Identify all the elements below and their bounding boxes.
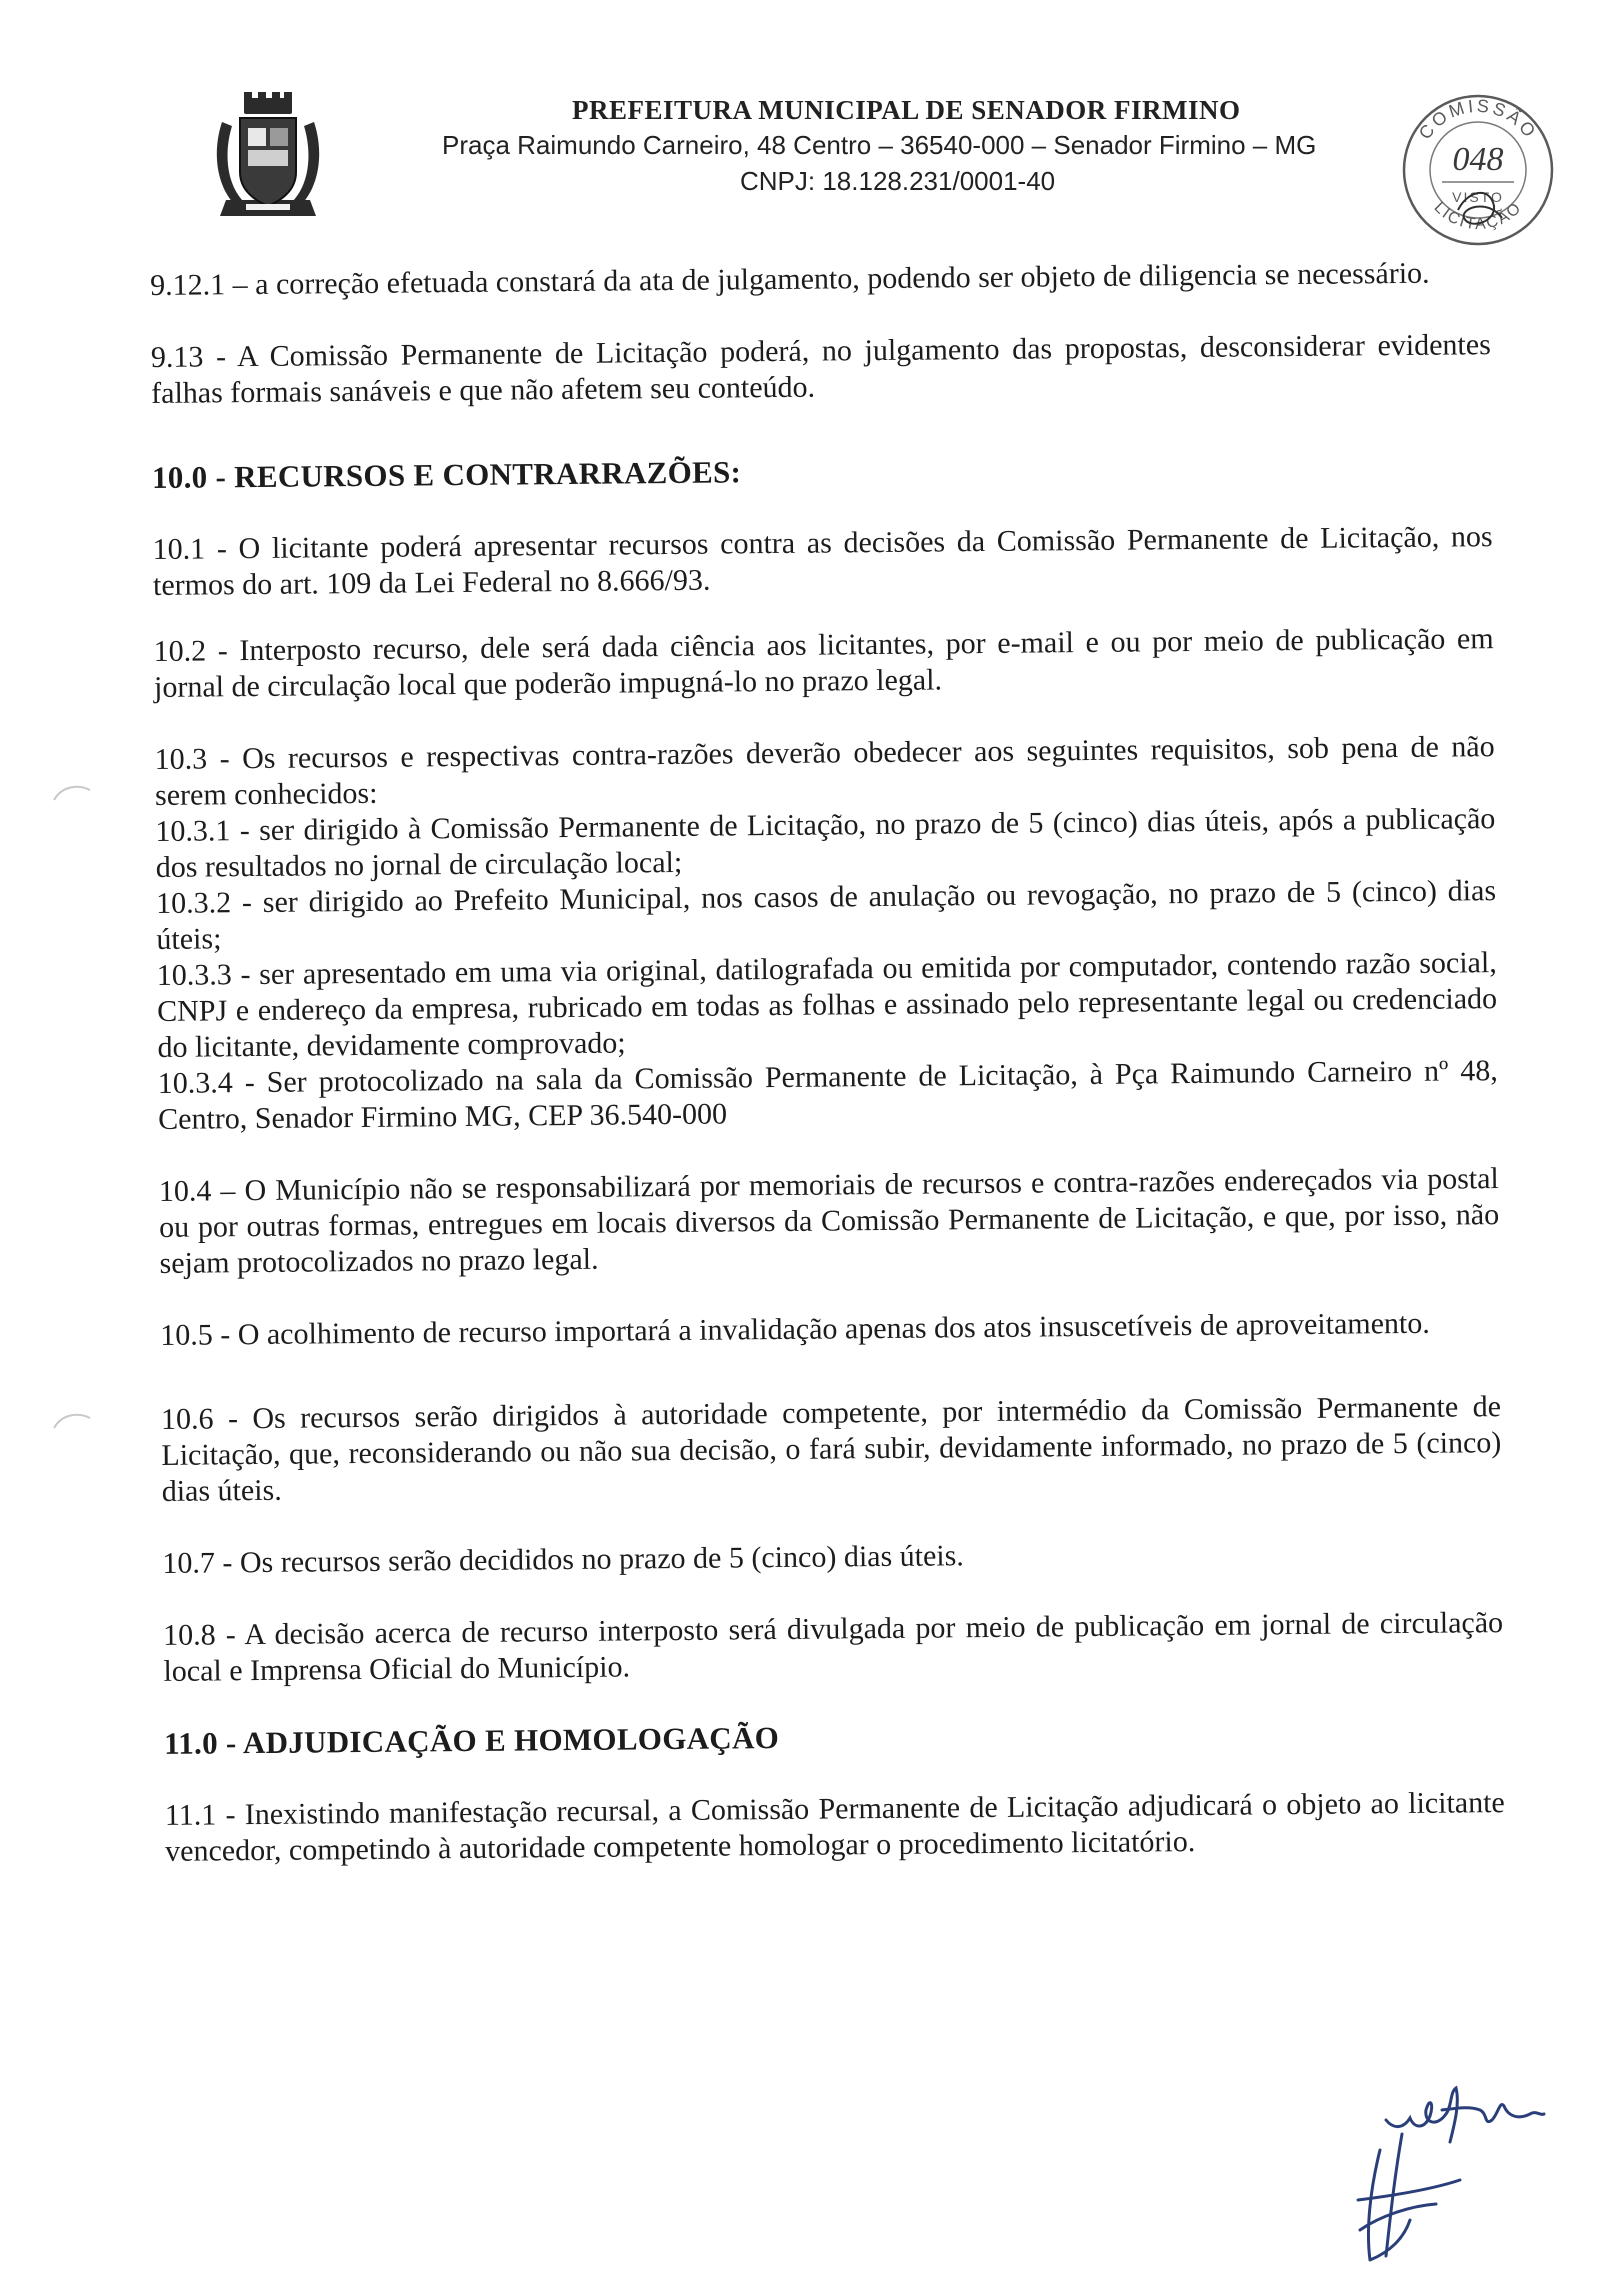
header-address: Praça Raimundo Carneiro, 48 Centro – 36540-000 – Senador Firmino – MG (442, 130, 1317, 160)
paragraph-10-2: 10.2 - Interposto recurso, dele será dada ciência aos licitantes, por e-mail e ou por meio de publicação em jornal de circulação local que poderão impugná-lo no prazo legal. (153, 622, 1494, 704)
paragraph-10-3-1: 10.3.1 - ser dirigido à Comissão Permanente de Licitação, no prazo de 5 (cinco) dias úteis, após a publicação dos resultados no jornal de circulação local; (155, 802, 1496, 884)
stamp-middle-text: VISTO (1452, 189, 1504, 205)
paragraph-9-13: 9.13 - A Comissão Permanente de Licitação poderá, no julgamento das propostas, desconsiderar evidentes falhas formais sanáveis e que não afetem seu conteúdo. (150, 328, 1491, 410)
paragraph-10-1: 10.1 - O licitante poderá apresentar recursos contra as decisões da Comissão Permanente de Licitação, nos termos do art. 109 da Lei Federal no 8.666/93. (152, 520, 1493, 602)
svg-text:COMISSÃO (1415, 96, 1541, 143)
paragraph-10-3-2: 10.3.2 - ser dirigido ao Prefeito Municipal, nos casos de anulação ou revogação, no prazo de 5 (cinco) dias úteis; (155, 874, 1497, 956)
paragraph-10-3: 10.3 - Os recursos e respectivas contra-razões deverão obedecer aos seguintes requisitos, sob pena de não serem conhecidos: (154, 730, 1495, 812)
punch-hole-mark-icon (52, 1408, 92, 1432)
municipal-coat-of-arms-icon (212, 92, 324, 220)
paragraph-10-5: 10.5 - O acolhimento de recurso importará a invalidação apenas dos atos insuscetíveis de aproveitamento. (160, 1306, 1430, 1352)
paragraph-10-4: 10.4 – O Município não se responsabilizará por memoriais de recursos e contra-razões endereçados via postal ou por outras formas, entregues em locais diversos da Comissão Permanente de Licitação, e que, por isso, não sejam protocolizados no prazo legal. (158, 1162, 1500, 1280)
header-institution-name: PREFEITURA MUNICIPAL DE SENADOR FIRMINO (572, 95, 1241, 125)
stamp-bottom-text: LICITAÇÃO (1430, 198, 1526, 234)
signature-rubric (1340, 2120, 1490, 2270)
section-heading-10: 10.0 - RECURSOS E CONTRARRAZÕES: (151, 454, 742, 495)
paragraph-10-3-3: 10.3.3 - ser apresentado em uma via original, datilografada ou emitida por computador, contendo razão social, CNPJ e endereço da empresa, rubricado em todas as folhas e assinado pelo representante legal ou credenciado do licitante, devidamente comprovado; (156, 946, 1498, 1064)
paragraph-11-1: 11.1 - Inexistindo manifestação recursal, a Comissão Permanente de Licitação adjudicará o objeto ao licitante vencedor, competindo à autoridade competente homologar o procedimento licitatório. (164, 1786, 1505, 1868)
paragraph-10-3-4: 10.3.4 - Ser protocolizado na sala da Comissão Permanente de Licitação, à Pça Raimundo Carneiro nº 48, Centro, Senador Firmino MG, CEP 36.540-000 (157, 1054, 1498, 1136)
punch-hole-mark-icon (52, 780, 92, 804)
paragraph-10-8: 10.8 - A decisão acerca de recurso interposto será divulgada por meio de publicação em jornal de circulação local e Imprensa Oficial do Município. (162, 1606, 1504, 1688)
stamp-top-text: COMISSÃO (1414, 95, 1542, 144)
paragraph-10-7: 10.7 - Os recursos serão decididos no prazo de 5 (cinco) dias úteis. (162, 1539, 964, 1580)
section-heading-11: 11.0 - ADJUDICAÇÃO E HOMOLOGAÇÃO (163, 1720, 780, 1761)
paragraph-10-6: 10.6 - Os recursos serão dirigidos à autoridade competente, por intermédio da Comissão Permanente de Licitação, que, reconsiderando ou não sua decisão, o fará subir, devidamente informado, no prazo de 5 (cinco) dias úteis. (160, 1390, 1502, 1508)
paragraph-9-12-1: 9.12.1 – a correção efetuada constará da ata de julgamento, podendo ser objeto de diligencia se necessário. (150, 256, 1430, 302)
document-body (150, 255, 1505, 1870)
stamp-number: 048 (1452, 141, 1504, 178)
header-cnpj: CNPJ: 18.128.231/0001-40 (740, 166, 1056, 196)
commission-stamp (1398, 90, 1558, 250)
